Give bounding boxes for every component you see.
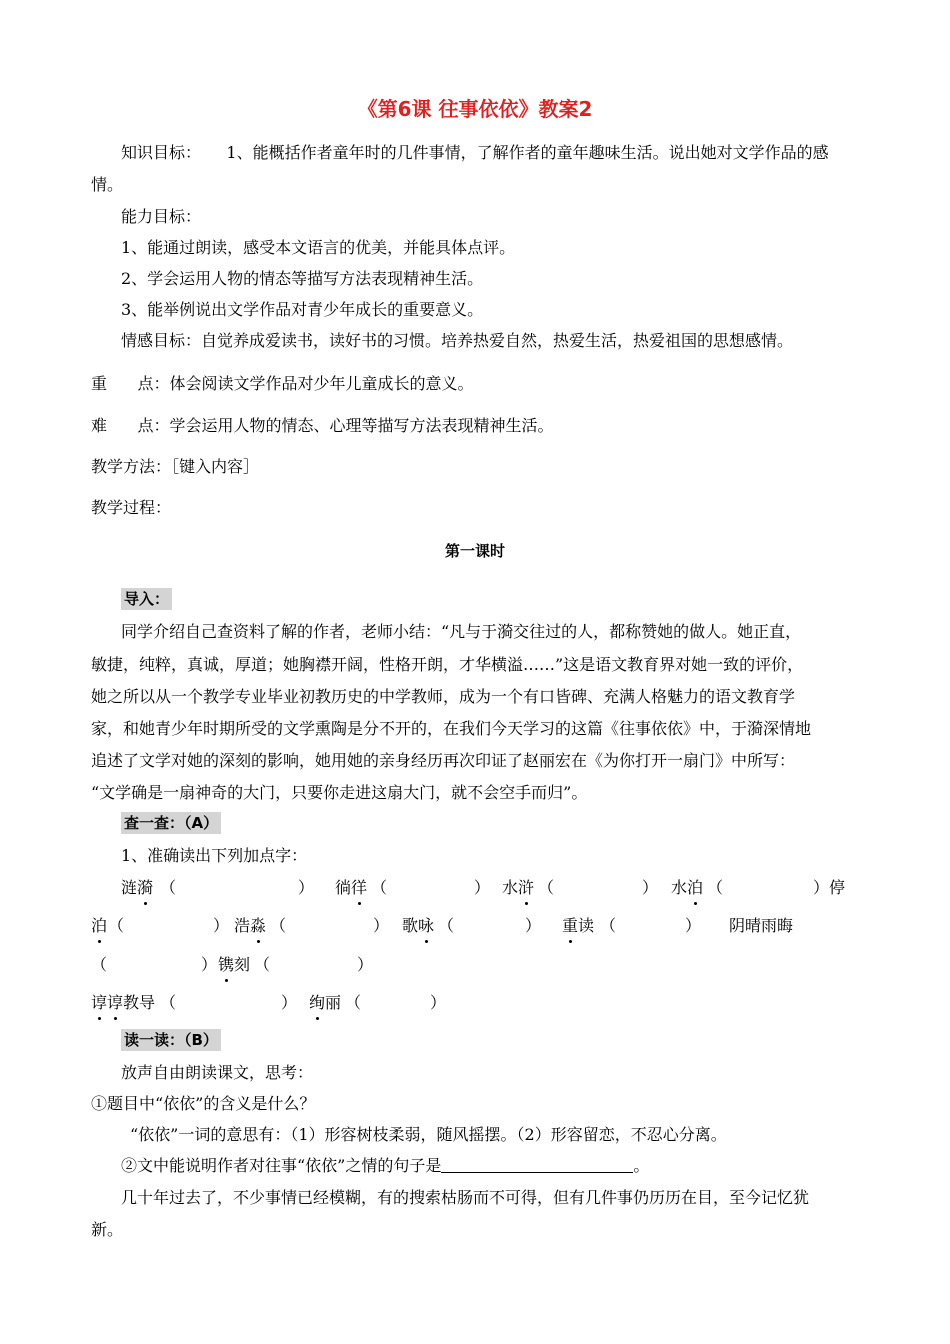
word-char: 丽 (325, 993, 342, 1012)
paren-close: ） (281, 993, 298, 1012)
dotted-char: 徉 (351, 878, 368, 897)
knowledge-goal-line-2: 情。 (91, 175, 124, 194)
paren-open: （ (707, 878, 724, 897)
question-2-end: 。 (633, 1156, 650, 1175)
section-title: 第一课时 (444, 542, 505, 560)
dotted-char: 谆 (107, 993, 124, 1012)
paren-open: （ (538, 878, 555, 897)
emotion-goal: 情感目标：自觉养成爱读书，读好书的习惯。培养热爱自然，热爱生活，热爱祖国的思想感情。 (121, 331, 794, 350)
paren-close: ） (642, 878, 659, 897)
paren-close: ） (373, 916, 390, 935)
check-heading: 查一查：（A） (121, 812, 221, 834)
intro-line: 追述了文学对她的深刻的影响，她用她的亲身经历再次印证了赵丽宏在《为你打开一扇门》中所写： (91, 751, 796, 770)
teaching-method: 教学方法：［键入内容］ (91, 457, 260, 476)
dotted-char: 泊 (91, 916, 108, 935)
intro-line: 敏捷，纯粹，真诚，厚道；她胸襟开阔，性格开朗，才华横溢……”这是语文教育界对她一致的评价， (91, 655, 804, 674)
paragraph-line: 几十年过去了，不少事情已经模糊，有的搜索枯肠而不可得，但有几件事仍历历在目，至今记忆犹 (121, 1188, 810, 1207)
word-chars: 教导 (123, 993, 156, 1012)
word-char: 水 (671, 878, 688, 897)
paren-close: ） (357, 955, 374, 974)
read-instruction: 放声自由朗读课文，思考： (121, 1063, 314, 1082)
paren-close: ） (525, 916, 542, 935)
paragraph-line: 新。 (91, 1220, 124, 1239)
paren-close: ） (201, 955, 218, 974)
dotted-char: 重 (562, 916, 579, 935)
paren-close: ） (474, 878, 491, 897)
teaching-process: 教学过程： (91, 498, 172, 517)
paren-open: （ (345, 993, 362, 1012)
word-char: 水 (502, 878, 519, 897)
ability-goal-1: 1、能通过朗读，感受本文语言的优美，并能具体点评。 (121, 238, 516, 257)
word-phrase: 阴晴雨晦 (729, 916, 794, 935)
paren-close: ） (298, 878, 315, 897)
intro-heading: 导入： (121, 588, 172, 610)
intro-line: 同学介绍自己查资料了解的作者，老师小结：“凡与于漪交往过的人，都称赞她的做人。她正直， (121, 622, 802, 641)
word-char: 涟 (121, 878, 138, 897)
paren-open: （ (600, 916, 617, 935)
word-row-3 (0, 954, 950, 976)
word-row-4 (0, 992, 950, 1014)
dotted-char: 泊 (687, 878, 704, 897)
dotted-char: 谆 (91, 993, 108, 1012)
intro-line: “文学确是一扇神奇的大门，只要你走进这扇大门，就不会空手而归”。 (91, 783, 588, 802)
answer-blank (441, 1156, 633, 1173)
ability-goal-2: 2、学会运用人物的情态等描写方法表现精神生活。 (121, 269, 484, 288)
read-heading: 读一读：（B） (121, 1029, 221, 1051)
word-char: 读 (578, 916, 595, 935)
key-point: 重 点：体会阅读文学作品对少年儿童成长的意义。 (91, 374, 474, 393)
dotted-char: 浒 (518, 878, 535, 897)
meaning-line: “依依”一词的意思有：（1）形容树枝柔弱，随风摇摆。（2）形容留恋，不忍心分离。 (130, 1125, 727, 1144)
dotted-char: 漪 (137, 878, 154, 897)
paren-open: （ (108, 916, 125, 935)
ability-goal-3: 3、能举例说出文学作品对青少年成长的重要意义。 (121, 300, 484, 319)
paren-open: （ (91, 955, 108, 974)
paren-close: ） (213, 916, 230, 935)
word-char: 歌 (402, 916, 419, 935)
paren-close: ） (685, 916, 702, 935)
intro-line: 家，和她青少年时期所受的文学熏陶是分不开的，在我们今天学习的这篇《往事依依》中，于漪深情地 (91, 719, 812, 738)
paren-close: ） (430, 993, 447, 1012)
paren-open: （ (160, 878, 177, 897)
dotted-char: 咏 (418, 916, 435, 935)
ability-goal-label: 能力目标： (121, 207, 202, 226)
knowledge-goal-line-1: 知识目标： 1、能概括作者童年时的几件事情，了解作者的童年趣味生活。说出她对文学作品的感 (121, 143, 829, 162)
word-row-1 (0, 877, 950, 899)
paren-open: （ (438, 916, 455, 935)
word-char: 徜 (335, 878, 352, 897)
dotted-char: 镌 (218, 955, 235, 974)
paren-open: （ (371, 878, 388, 897)
paren-open: （ (270, 916, 287, 935)
difficult-point: 难 点：学会运用人物的情态、心理等描写方法表现精神生活。 (91, 416, 554, 435)
check-instruction: 1、准确读出下列加点字： (121, 846, 308, 865)
paren-close-with-word: ）停 (813, 878, 846, 897)
intro-line: 她之所以从一个教学专业毕业初教历史的中学教师，成为一个有口皆碑、充满人格魅力的语文教育学 (91, 687, 796, 706)
question-2-text: ②文中能说明作者对往事“依依”之情的句子是 (121, 1156, 442, 1175)
dotted-char: 绚 (309, 993, 326, 1012)
question-1: ①题目中“依依”的含义是什么？ (91, 1094, 316, 1113)
paren-open: （ (254, 955, 271, 974)
word-row-2 (0, 915, 950, 937)
dotted-char: 淼 (250, 916, 267, 935)
word-char: 刻 (234, 955, 251, 974)
page-title: 《第6课 往事依依》教案2 (357, 97, 593, 121)
word-char: 浩 (234, 916, 251, 935)
paren-open: （ (160, 993, 177, 1012)
question-2 (121, 1155, 649, 1177)
